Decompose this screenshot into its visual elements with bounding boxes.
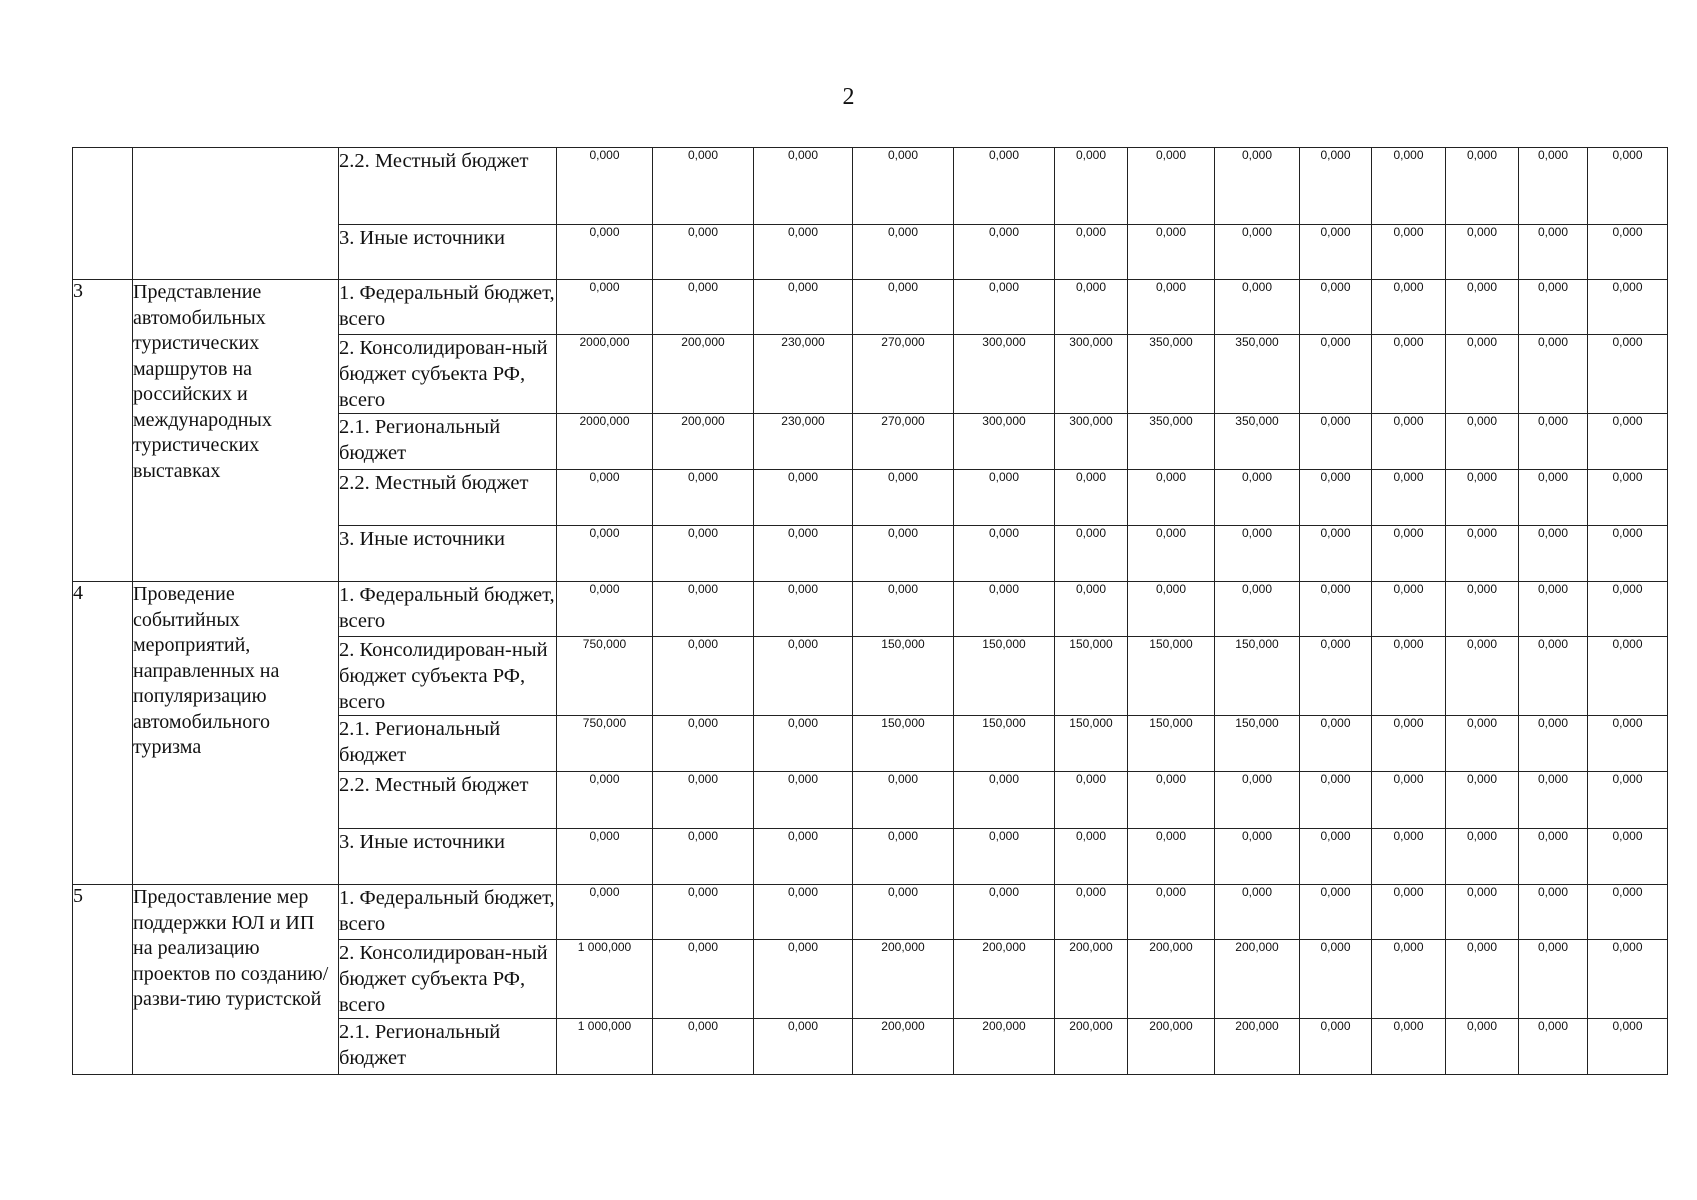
amount-cell: 0,000 — [1588, 335, 1668, 414]
amount-cell: 270,000 — [853, 335, 954, 414]
amount-cell: 0,000 — [1588, 716, 1668, 772]
amount-cell: 0,000 — [754, 829, 853, 885]
measure-name: Представление автомобильных туристических маршрутов на российских и международных туристических выставках — [133, 280, 339, 582]
amount-cell: 0,000 — [1519, 716, 1588, 772]
amount-cell: 0,000 — [1446, 470, 1519, 526]
amount-cell: 0,000 — [1372, 637, 1446, 716]
amount-cell: 0,000 — [853, 526, 954, 582]
amount-cell: 0,000 — [1300, 716, 1372, 772]
funding-source: 2.2. Местный бюджет — [339, 470, 557, 526]
funding-source: 2. Консолидирован-ный бюджет субъекта РФ, всего — [339, 637, 557, 716]
amount-cell: 0,000 — [1519, 526, 1588, 582]
amount-cell: 0,000 — [1055, 148, 1128, 225]
amount-cell: 350,000 — [1215, 414, 1300, 470]
amount-cell: 0,000 — [754, 885, 853, 940]
amount-cell: 0,000 — [1372, 335, 1446, 414]
amount-cell: 0,000 — [1588, 414, 1668, 470]
amount-cell: 0,000 — [557, 526, 653, 582]
amount-cell: 0,000 — [653, 1019, 754, 1075]
amount-cell: 0,000 — [954, 470, 1055, 526]
amount-cell: 0,000 — [1055, 225, 1128, 280]
amount-cell: 0,000 — [1300, 1019, 1372, 1075]
amount-cell: 0,000 — [1372, 470, 1446, 526]
amount-cell: 0,000 — [954, 526, 1055, 582]
amount-cell: 200,000 — [1128, 940, 1215, 1019]
amount-cell: 0,000 — [954, 280, 1055, 335]
measure-name — [133, 148, 339, 280]
amount-cell: 0,000 — [653, 470, 754, 526]
funding-source: 2.1. Региональный бюджет — [339, 1019, 557, 1075]
amount-cell: 0,000 — [557, 582, 653, 637]
amount-cell: 0,000 — [653, 940, 754, 1019]
amount-cell: 350,000 — [1128, 414, 1215, 470]
amount-cell: 0,000 — [653, 148, 754, 225]
amount-cell: 0,000 — [1446, 940, 1519, 1019]
amount-cell: 0,000 — [1215, 772, 1300, 829]
amount-cell: 0,000 — [653, 582, 754, 637]
amount-cell: 0,000 — [1215, 225, 1300, 280]
amount-cell: 0,000 — [853, 829, 954, 885]
amount-cell: 0,000 — [1519, 280, 1588, 335]
table-row — [73, 582, 1668, 637]
amount-cell: 0,000 — [1300, 829, 1372, 885]
amount-cell: 0,000 — [653, 716, 754, 772]
amount-cell: 150,000 — [954, 637, 1055, 716]
item-number: 3 — [73, 280, 133, 582]
amount-cell: 0,000 — [754, 1019, 853, 1075]
funding-source: 2.1. Региональный бюджет — [339, 716, 557, 772]
amount-cell: 0,000 — [1372, 716, 1446, 772]
amount-cell: 0,000 — [557, 280, 653, 335]
funding-source: 3. Иные источники — [339, 526, 557, 582]
amount-cell: 0,000 — [1588, 772, 1668, 829]
amount-cell: 0,000 — [1128, 225, 1215, 280]
amount-cell: 0,000 — [1128, 829, 1215, 885]
budget-table — [72, 147, 1668, 1075]
item-number: 5 — [73, 885, 133, 1075]
amount-cell: 0,000 — [653, 772, 754, 829]
measure-name: Предоставление мер поддержки ЮЛ и ИП на реализацию проектов по созданию/разви-тию туристской — [133, 885, 339, 1075]
funding-source: 2. Консолидирован-ный бюджет субъекта РФ, всего — [339, 335, 557, 414]
amount-cell: 0,000 — [1215, 829, 1300, 885]
amount-cell: 0,000 — [1519, 414, 1588, 470]
amount-cell: 0,000 — [1055, 829, 1128, 885]
amount-cell: 0,000 — [1215, 582, 1300, 637]
amount-cell: 150,000 — [1055, 716, 1128, 772]
amount-cell: 0,000 — [1588, 637, 1668, 716]
amount-cell: 0,000 — [954, 772, 1055, 829]
amount-cell: 0,000 — [1300, 526, 1372, 582]
amount-cell: 0,000 — [1372, 280, 1446, 335]
amount-cell: 0,000 — [1446, 716, 1519, 772]
amount-cell: 200,000 — [653, 414, 754, 470]
amount-cell: 0,000 — [1372, 148, 1446, 225]
amount-cell: 0,000 — [853, 280, 954, 335]
amount-cell: 0,000 — [1300, 637, 1372, 716]
amount-cell: 0,000 — [1519, 1019, 1588, 1075]
amount-cell: 0,000 — [1588, 829, 1668, 885]
amount-cell: 2000,000 — [557, 414, 653, 470]
amount-cell: 0,000 — [653, 526, 754, 582]
amount-cell: 150,000 — [1215, 716, 1300, 772]
amount-cell: 0,000 — [1372, 772, 1446, 829]
amount-cell: 0,000 — [1128, 280, 1215, 335]
amount-cell: 230,000 — [754, 335, 853, 414]
amount-cell: 0,000 — [853, 772, 954, 829]
amount-cell: 0,000 — [853, 148, 954, 225]
amount-cell: 0,000 — [1446, 414, 1519, 470]
amount-cell: 0,000 — [853, 582, 954, 637]
amount-cell: 0,000 — [1372, 582, 1446, 637]
amount-cell: 0,000 — [1372, 885, 1446, 940]
amount-cell: 0,000 — [1446, 148, 1519, 225]
amount-cell: 200,000 — [1215, 940, 1300, 1019]
measure-name: Проведение событийных мероприятий, направленных на популяризацию автомобильного туризма — [133, 582, 339, 885]
amount-cell: 0,000 — [1519, 225, 1588, 280]
amount-cell: 0,000 — [1128, 885, 1215, 940]
amount-cell: 0,000 — [1300, 335, 1372, 414]
amount-cell: 0,000 — [1519, 148, 1588, 225]
amount-cell: 0,000 — [1446, 637, 1519, 716]
amount-cell: 0,000 — [1446, 225, 1519, 280]
funding-source: 3. Иные источники — [339, 225, 557, 280]
funding-source: 2. Консолидирован-ный бюджет субъекта РФ, всего — [339, 940, 557, 1019]
funding-source: 1. Федеральный бюджет, всего — [339, 280, 557, 335]
amount-cell: 0,000 — [1300, 940, 1372, 1019]
funding-source: 3. Иные источники — [339, 829, 557, 885]
funding-source: 2.2. Местный бюджет — [339, 148, 557, 225]
amount-cell: 0,000 — [754, 526, 853, 582]
amount-cell: 0,000 — [954, 148, 1055, 225]
amount-cell: 2000,000 — [557, 335, 653, 414]
amount-cell: 0,000 — [754, 772, 853, 829]
funding-source: 2.1. Региональный бюджет — [339, 414, 557, 470]
amount-cell: 350,000 — [1215, 335, 1300, 414]
amount-cell: 0,000 — [853, 225, 954, 280]
amount-cell: 0,000 — [653, 280, 754, 335]
amount-cell: 0,000 — [1588, 940, 1668, 1019]
table-row — [73, 280, 1668, 335]
amount-cell: 200,000 — [1055, 940, 1128, 1019]
amount-cell: 0,000 — [954, 829, 1055, 885]
amount-cell: 0,000 — [1372, 526, 1446, 582]
amount-cell: 0,000 — [1588, 148, 1668, 225]
amount-cell: 0,000 — [1300, 280, 1372, 335]
amount-cell: 200,000 — [954, 1019, 1055, 1075]
amount-cell: 200,000 — [1055, 1019, 1128, 1075]
amount-cell: 0,000 — [1300, 225, 1372, 280]
table-row — [73, 148, 1668, 225]
amount-cell: 200,000 — [1215, 1019, 1300, 1075]
amount-cell: 0,000 — [1446, 829, 1519, 885]
amount-cell: 0,000 — [1446, 772, 1519, 829]
amount-cell: 0,000 — [1446, 335, 1519, 414]
amount-cell: 0,000 — [1519, 885, 1588, 940]
amount-cell: 0,000 — [1300, 885, 1372, 940]
amount-cell: 0,000 — [1215, 148, 1300, 225]
item-number: 4 — [73, 582, 133, 885]
table-body — [73, 148, 1668, 1075]
amount-cell: 0,000 — [1446, 526, 1519, 582]
amount-cell: 150,000 — [1128, 637, 1215, 716]
amount-cell: 0,000 — [954, 582, 1055, 637]
amount-cell: 0,000 — [1055, 526, 1128, 582]
amount-cell: 350,000 — [1128, 335, 1215, 414]
funding-source: 1. Федеральный бюджет, всего — [339, 582, 557, 637]
amount-cell: 0,000 — [1055, 280, 1128, 335]
item-number — [73, 148, 133, 280]
amount-cell: 0,000 — [1588, 526, 1668, 582]
amount-cell: 0,000 — [954, 225, 1055, 280]
amount-cell: 0,000 — [1300, 582, 1372, 637]
amount-cell: 0,000 — [557, 772, 653, 829]
amount-cell: 0,000 — [1588, 885, 1668, 940]
amount-cell: 0,000 — [1519, 470, 1588, 526]
amount-cell: 0,000 — [1446, 582, 1519, 637]
amount-cell: 750,000 — [557, 716, 653, 772]
amount-cell: 0,000 — [653, 225, 754, 280]
amount-cell: 0,000 — [1372, 940, 1446, 1019]
amount-cell: 0,000 — [754, 716, 853, 772]
amount-cell: 0,000 — [1588, 225, 1668, 280]
amount-cell: 150,000 — [853, 637, 954, 716]
amount-cell: 0,000 — [1055, 582, 1128, 637]
amount-cell: 0,000 — [1128, 526, 1215, 582]
amount-cell: 150,000 — [853, 716, 954, 772]
amount-cell: 0,000 — [557, 829, 653, 885]
amount-cell: 0,000 — [1055, 885, 1128, 940]
amount-cell: 300,000 — [1055, 335, 1128, 414]
amount-cell: 0,000 — [1519, 940, 1588, 1019]
amount-cell: 0,000 — [1215, 280, 1300, 335]
amount-cell: 0,000 — [653, 829, 754, 885]
amount-cell: 0,000 — [1446, 280, 1519, 335]
amount-cell: 0,000 — [1215, 526, 1300, 582]
amount-cell: 0,000 — [1300, 772, 1372, 829]
amount-cell: 0,000 — [1055, 470, 1128, 526]
amount-cell: 230,000 — [754, 414, 853, 470]
amount-cell: 0,000 — [1588, 1019, 1668, 1075]
amount-cell: 0,000 — [1215, 885, 1300, 940]
amount-cell: 0,000 — [653, 637, 754, 716]
amount-cell: 0,000 — [1519, 637, 1588, 716]
amount-cell: 300,000 — [954, 414, 1055, 470]
amount-cell: 200,000 — [853, 940, 954, 1019]
amount-cell: 0,000 — [1128, 772, 1215, 829]
amount-cell: 0,000 — [754, 225, 853, 280]
amount-cell: 150,000 — [1215, 637, 1300, 716]
amount-cell: 750,000 — [557, 637, 653, 716]
amount-cell: 0,000 — [754, 470, 853, 526]
amount-cell: 200,000 — [853, 1019, 954, 1075]
amount-cell: 0,000 — [1372, 1019, 1446, 1075]
amount-cell: 150,000 — [954, 716, 1055, 772]
amount-cell: 270,000 — [853, 414, 954, 470]
amount-cell: 0,000 — [954, 885, 1055, 940]
amount-cell: 0,000 — [1519, 582, 1588, 637]
amount-cell: 0,000 — [1300, 148, 1372, 225]
amount-cell: 0,000 — [1372, 414, 1446, 470]
amount-cell: 0,000 — [1519, 772, 1588, 829]
amount-cell: 150,000 — [1055, 637, 1128, 716]
funding-source: 1. Федеральный бюджет, всего — [339, 885, 557, 940]
amount-cell: 0,000 — [853, 470, 954, 526]
amount-cell: 0,000 — [1519, 335, 1588, 414]
amount-cell: 0,000 — [754, 280, 853, 335]
amount-cell: 150,000 — [1128, 716, 1215, 772]
page-number: 2 — [842, 84, 855, 110]
amount-cell: 0,000 — [557, 470, 653, 526]
amount-cell: 0,000 — [1300, 414, 1372, 470]
amount-cell: 0,000 — [853, 885, 954, 940]
table-row — [73, 885, 1668, 940]
amount-cell: 0,000 — [1588, 470, 1668, 526]
amount-cell: 0,000 — [1215, 470, 1300, 526]
amount-cell: 0,000 — [557, 225, 653, 280]
amount-cell: 0,000 — [754, 637, 853, 716]
amount-cell: 0,000 — [653, 885, 754, 940]
amount-cell: 300,000 — [954, 335, 1055, 414]
amount-cell: 0,000 — [1372, 225, 1446, 280]
amount-cell: 200,000 — [954, 940, 1055, 1019]
amount-cell: 0,000 — [1372, 829, 1446, 885]
amount-cell: 0,000 — [1519, 829, 1588, 885]
amount-cell: 0,000 — [1128, 582, 1215, 637]
amount-cell: 1 000,000 — [557, 940, 653, 1019]
amount-cell: 0,000 — [754, 148, 853, 225]
amount-cell: 0,000 — [1300, 470, 1372, 526]
amount-cell: 0,000 — [1128, 470, 1215, 526]
amount-cell: 200,000 — [1128, 1019, 1215, 1075]
amount-cell: 0,000 — [557, 148, 653, 225]
amount-cell: 0,000 — [754, 582, 853, 637]
amount-cell: 0,000 — [1055, 772, 1128, 829]
funding-source: 2.2. Местный бюджет — [339, 772, 557, 829]
amount-cell: 0,000 — [1128, 148, 1215, 225]
amount-cell: 300,000 — [1055, 414, 1128, 470]
amount-cell: 200,000 — [653, 335, 754, 414]
amount-cell: 0,000 — [754, 940, 853, 1019]
amount-cell: 0,000 — [1588, 582, 1668, 637]
amount-cell: 0,000 — [1588, 280, 1668, 335]
amount-cell: 0,000 — [557, 885, 653, 940]
amount-cell: 1 000,000 — [557, 1019, 653, 1075]
amount-cell: 0,000 — [1446, 885, 1519, 940]
amount-cell: 0,000 — [1446, 1019, 1519, 1075]
